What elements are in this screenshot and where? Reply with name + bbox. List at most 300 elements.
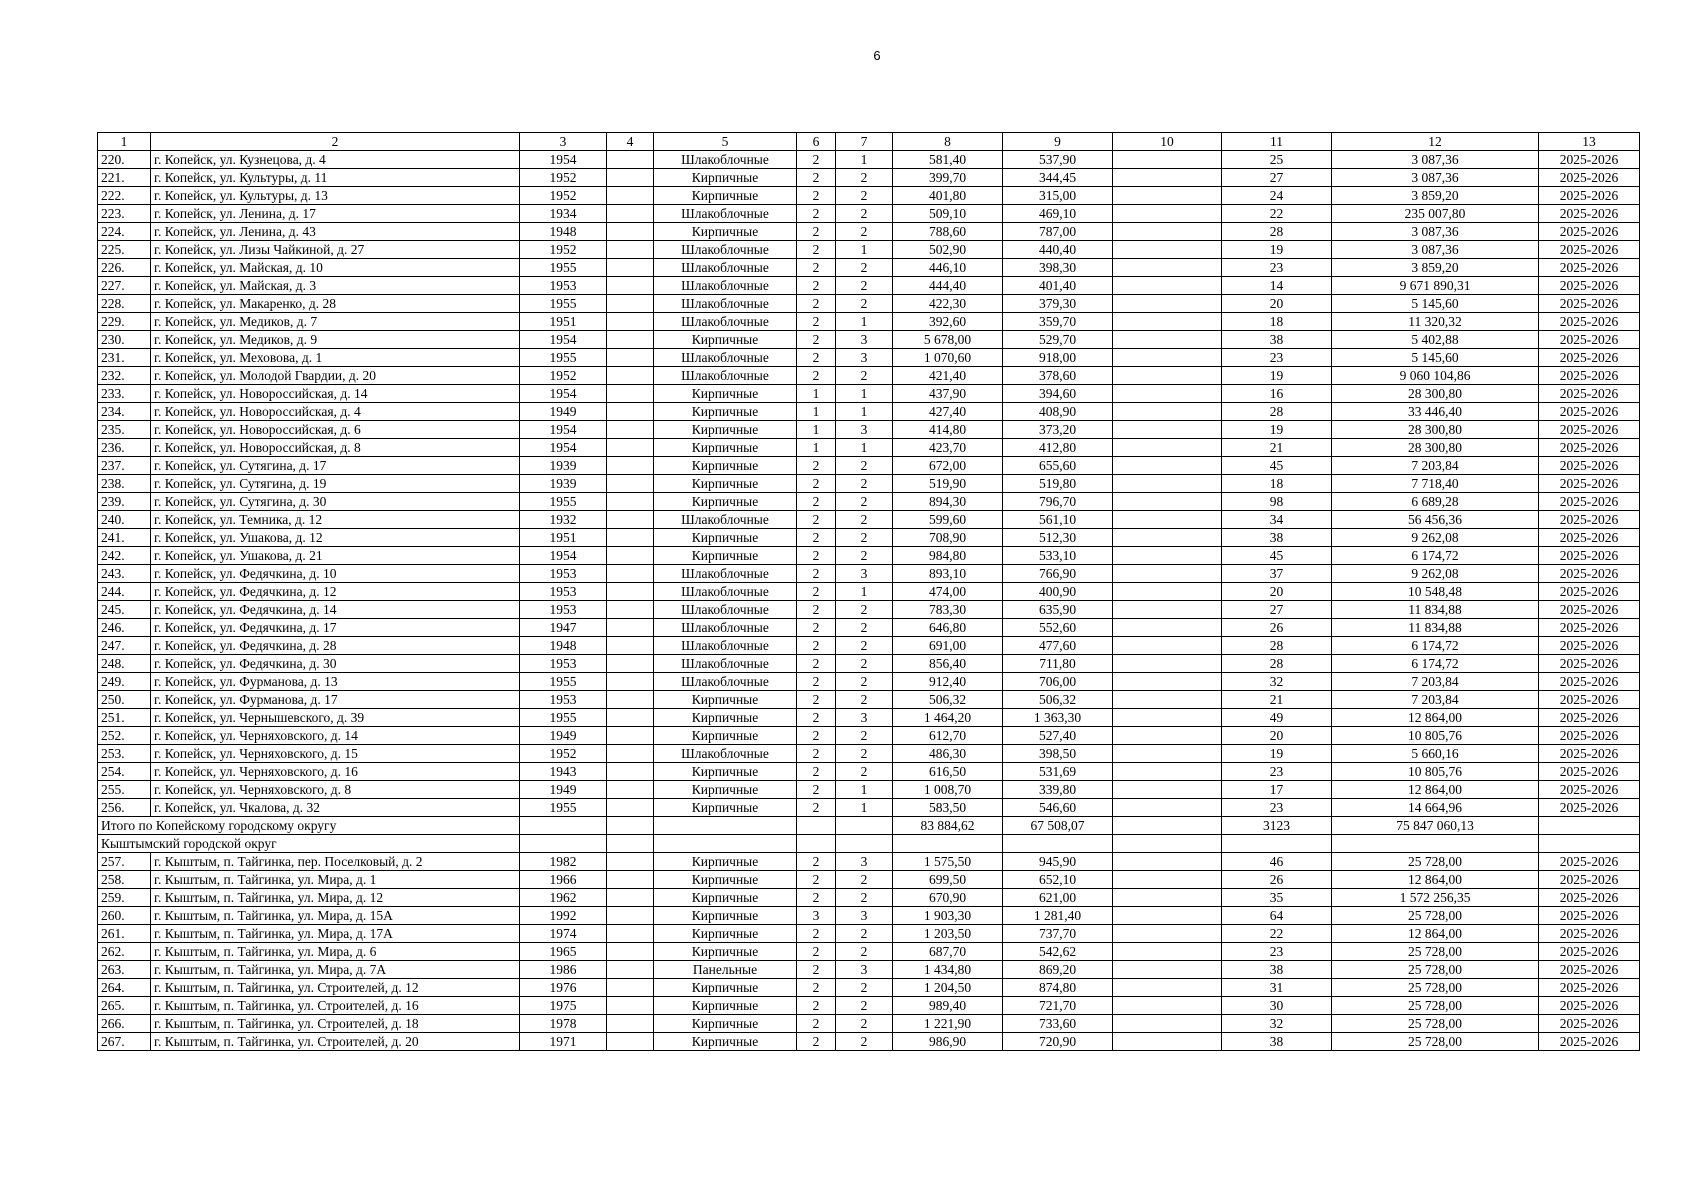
cell-col-4 — [607, 349, 654, 367]
cell-entrances: 2 — [836, 655, 893, 673]
cell-year-built: 1955 — [520, 259, 607, 277]
cell-residents: 26 — [1222, 619, 1332, 637]
cell-year-built: 1939 — [520, 475, 607, 493]
cell-wall-material: Шлакоблочные — [654, 313, 797, 331]
cell-col-10 — [1113, 1015, 1222, 1033]
cell-cost: 5 145,60 — [1332, 295, 1539, 313]
cell-floors: 2 — [797, 1015, 836, 1033]
cell-entrances: 2 — [836, 673, 893, 691]
cell-living-area: 378,60 — [1003, 367, 1113, 385]
cell-col-10 — [1113, 961, 1222, 979]
total-area-sum: 83 884,62 — [893, 817, 1003, 835]
cell-address: г. Кыштым, п. Тайгинка, ул. Строителей, д. 12 — [151, 979, 520, 997]
cell-row-number: 228. — [98, 295, 151, 313]
cell-period: 2025-2026 — [1539, 601, 1640, 619]
cell-cost: 12 864,00 — [1332, 925, 1539, 943]
total-row — [98, 817, 1640, 835]
cell-living-area: 787,00 — [1003, 223, 1113, 241]
header-row — [98, 133, 1640, 151]
cell-address: г. Кыштым, п. Тайгинка, ул. Строителей, д. 16 — [151, 997, 520, 1015]
cell-wall-material: Кирпичные — [654, 907, 797, 925]
empty-cell — [520, 817, 607, 835]
cell-wall-material: Кирпичные — [654, 331, 797, 349]
cell-year-built: 1953 — [520, 655, 607, 673]
cell-year-built: 1953 — [520, 277, 607, 295]
cell-floors: 2 — [797, 529, 836, 547]
table-row — [98, 313, 1640, 331]
table-row — [98, 943, 1640, 961]
cell-entrances: 1 — [836, 583, 893, 601]
cell-year-built: 1949 — [520, 781, 607, 799]
table-row — [98, 439, 1640, 457]
cell-address: г. Копейск, ул. Майская, д. 3 — [151, 277, 520, 295]
cell-col-10 — [1113, 385, 1222, 403]
cell-period: 2025-2026 — [1539, 889, 1640, 907]
cell-row-number: 264. — [98, 979, 151, 997]
section-row — [98, 835, 1640, 853]
cell-col-10 — [1113, 691, 1222, 709]
cell-floors: 2 — [797, 781, 836, 799]
empty-cell — [654, 835, 797, 853]
cell-address: г. Кыштым, п. Тайгинка, ул. Мира, д. 6 — [151, 943, 520, 961]
cell-residents: 35 — [1222, 889, 1332, 907]
cell-total-area: 427,40 — [893, 403, 1003, 421]
cell-address: г. Копейск, ул. Федячкина, д. 10 — [151, 565, 520, 583]
cell-address: г. Копейск, ул. Ленина, д. 17 — [151, 205, 520, 223]
cell-row-number: 241. — [98, 529, 151, 547]
cell-row-number: 246. — [98, 619, 151, 637]
cell-col-10 — [1113, 403, 1222, 421]
cell-col-10 — [1113, 457, 1222, 475]
cell-year-built: 1953 — [520, 583, 607, 601]
cell-living-area: 537,90 — [1003, 151, 1113, 169]
cell-residents: 17 — [1222, 781, 1332, 799]
cell-wall-material: Шлакоблочные — [654, 673, 797, 691]
cell-total-area: 1 464,20 — [893, 709, 1003, 727]
cell-address: г. Копейск, ул. Новороссийская, д. 8 — [151, 439, 520, 457]
cell-cost: 11 320,32 — [1332, 313, 1539, 331]
cell-address: г. Кыштым, п. Тайгинка, ул. Мира, д. 17А — [151, 925, 520, 943]
cell-total-area: 1 203,50 — [893, 925, 1003, 943]
cell-floors: 2 — [797, 475, 836, 493]
cell-residents: 30 — [1222, 997, 1332, 1015]
cell-col-4 — [607, 547, 654, 565]
cell-period: 2025-2026 — [1539, 565, 1640, 583]
cell-row-number: 247. — [98, 637, 151, 655]
cell-entrances: 2 — [836, 997, 893, 1015]
cell-col-10 — [1113, 889, 1222, 907]
cell-entrances: 1 — [836, 781, 893, 799]
cell-address: г. Копейск, ул. Медиков, д. 9 — [151, 331, 520, 349]
cell-floors: 2 — [797, 511, 836, 529]
table-row — [98, 529, 1640, 547]
cell-col-10 — [1113, 439, 1222, 457]
cell-residents: 98 — [1222, 493, 1332, 511]
cell-living-area: 506,32 — [1003, 691, 1113, 709]
cell-living-area: 315,00 — [1003, 187, 1113, 205]
cell-total-area: 423,70 — [893, 439, 1003, 457]
cell-col-10 — [1113, 979, 1222, 997]
cell-wall-material: Панельные — [654, 961, 797, 979]
cell-year-built: 1948 — [520, 223, 607, 241]
total-label: Итого по Копейскому городскому округу — [98, 817, 520, 835]
cell-col-10 — [1113, 943, 1222, 961]
cell-col-10 — [1113, 925, 1222, 943]
cell-wall-material: Кирпичные — [654, 385, 797, 403]
cell-living-area: 918,00 — [1003, 349, 1113, 367]
cell-row-number: 258. — [98, 871, 151, 889]
cell-address: г. Копейск, ул. Темника, д. 12 — [151, 511, 520, 529]
table-row — [98, 259, 1640, 277]
cell-row-number: 221. — [98, 169, 151, 187]
cell-wall-material: Шлакоблочные — [654, 583, 797, 601]
cell-wall-material: Кирпичные — [654, 403, 797, 421]
cell-cost: 25 728,00 — [1332, 853, 1539, 871]
cell-period: 2025-2026 — [1539, 547, 1640, 565]
cell-total-area: 506,32 — [893, 691, 1003, 709]
cell-col-10 — [1113, 547, 1222, 565]
cell-period: 2025-2026 — [1539, 799, 1640, 817]
cell-row-number: 222. — [98, 187, 151, 205]
column-number-header: 1 — [98, 133, 151, 151]
cell-col-10 — [1113, 871, 1222, 889]
cell-col-10 — [1113, 187, 1222, 205]
cell-cost: 14 664,96 — [1332, 799, 1539, 817]
cell-row-number: 245. — [98, 601, 151, 619]
cell-address: г. Копейск, ул. Федячкина, д. 14 — [151, 601, 520, 619]
cell-col-10 — [1113, 511, 1222, 529]
cell-floors: 3 — [797, 907, 836, 925]
cell-address: г. Копейск, ул. Медиков, д. 7 — [151, 313, 520, 331]
cell-entrances: 1 — [836, 241, 893, 259]
cell-col-10 — [1113, 637, 1222, 655]
cell-period: 2025-2026 — [1539, 997, 1640, 1015]
cell-row-number: 223. — [98, 205, 151, 223]
cell-address: г. Копейск, ул. Федячкина, д. 12 — [151, 583, 520, 601]
table-row — [98, 763, 1640, 781]
empty-cell — [836, 835, 893, 853]
cell-cost: 28 300,80 — [1332, 439, 1539, 457]
cell-col-4 — [607, 727, 654, 745]
cell-living-area: 1 363,30 — [1003, 709, 1113, 727]
cell-year-built: 1954 — [520, 385, 607, 403]
cell-entrances: 2 — [836, 925, 893, 943]
cell-total-area: 1 204,50 — [893, 979, 1003, 997]
cell-residents: 20 — [1222, 295, 1332, 313]
cell-period: 2025-2026 — [1539, 655, 1640, 673]
table-row — [98, 691, 1640, 709]
cell-cost: 25 728,00 — [1332, 997, 1539, 1015]
table-row — [98, 493, 1640, 511]
cell-cost: 235 007,80 — [1332, 205, 1539, 223]
cell-col-10 — [1113, 763, 1222, 781]
cell-year-built: 1966 — [520, 871, 607, 889]
cell-residents: 19 — [1222, 241, 1332, 259]
cell-address: г. Копейск, ул. Черняховского, д. 8 — [151, 781, 520, 799]
cell-cost: 12 864,00 — [1332, 709, 1539, 727]
cell-col-4 — [607, 421, 654, 439]
cell-col-4 — [607, 799, 654, 817]
cell-col-4 — [607, 241, 654, 259]
cell-col-4 — [607, 565, 654, 583]
cell-total-area: 444,40 — [893, 277, 1003, 295]
cell-period: 2025-2026 — [1539, 1033, 1640, 1051]
cell-col-4 — [607, 745, 654, 763]
cell-wall-material: Кирпичные — [654, 1015, 797, 1033]
cell-floors: 1 — [797, 385, 836, 403]
cell-living-area: 519,80 — [1003, 475, 1113, 493]
cell-year-built: 1971 — [520, 1033, 607, 1051]
cell-living-area: 529,70 — [1003, 331, 1113, 349]
table-row — [98, 295, 1640, 313]
column-number-header: 7 — [836, 133, 893, 151]
cell-year-built: 1978 — [520, 1015, 607, 1033]
cell-year-built: 1949 — [520, 403, 607, 421]
living-area-sum: 67 508,07 — [1003, 817, 1113, 835]
table-row — [98, 997, 1640, 1015]
cell-year-built: 1962 — [520, 889, 607, 907]
cell-wall-material: Кирпичные — [654, 799, 797, 817]
cell-col-10 — [1113, 493, 1222, 511]
cell-total-area: 519,90 — [893, 475, 1003, 493]
cell-entrances: 3 — [836, 709, 893, 727]
cell-entrances: 2 — [836, 979, 893, 997]
cell-living-area: 874,80 — [1003, 979, 1113, 997]
cell-cost: 10 548,48 — [1332, 583, 1539, 601]
cell-residents: 22 — [1222, 925, 1332, 943]
cell-year-built: 1953 — [520, 691, 607, 709]
cell-residents: 26 — [1222, 871, 1332, 889]
cell-year-built: 1975 — [520, 997, 607, 1015]
table-row — [98, 907, 1640, 925]
cell-col-4 — [607, 871, 654, 889]
table-row — [98, 151, 1640, 169]
table-row — [98, 727, 1640, 745]
cell-address: г. Копейск, ул. Майская, д. 10 — [151, 259, 520, 277]
table-row — [98, 367, 1640, 385]
cell-period: 2025-2026 — [1539, 871, 1640, 889]
cell-address: г. Копейск, ул. Черняховского, д. 14 — [151, 727, 520, 745]
cell-wall-material: Кирпичные — [654, 781, 797, 799]
cell-cost: 3 087,36 — [1332, 223, 1539, 241]
cell-address: г. Кыштым, п. Тайгинка, пер. Поселковый, д. 2 — [151, 853, 520, 871]
cell-col-10 — [1113, 1033, 1222, 1051]
cell-year-built: 1954 — [520, 421, 607, 439]
cell-address: г. Копейск, ул. Ленина, д. 43 — [151, 223, 520, 241]
cell-floors: 2 — [797, 565, 836, 583]
cell-residents: 18 — [1222, 313, 1332, 331]
cell-wall-material: Кирпичные — [654, 709, 797, 727]
cell-row-number: 253. — [98, 745, 151, 763]
cell-period: 2025-2026 — [1539, 385, 1640, 403]
cell-row-number: 244. — [98, 583, 151, 601]
cell-total-area: 984,80 — [893, 547, 1003, 565]
cell-entrances: 2 — [836, 259, 893, 277]
cell-wall-material: Кирпичные — [654, 727, 797, 745]
cell-row-number: 233. — [98, 385, 151, 403]
cell-col-10 — [1113, 151, 1222, 169]
cell-living-area: 344,45 — [1003, 169, 1113, 187]
cell-row-number: 256. — [98, 799, 151, 817]
cell-living-area: 733,60 — [1003, 1015, 1113, 1033]
cell-floors: 2 — [797, 727, 836, 745]
cell-col-4 — [607, 673, 654, 691]
cell-floors: 2 — [797, 1033, 836, 1051]
cell-floors: 2 — [797, 583, 836, 601]
cell-living-area: 869,20 — [1003, 961, 1113, 979]
cell-col-4 — [607, 493, 654, 511]
cell-wall-material: Кирпичные — [654, 529, 797, 547]
cell-wall-material: Кирпичные — [654, 925, 797, 943]
cell-entrances: 2 — [836, 277, 893, 295]
cell-row-number: 227. — [98, 277, 151, 295]
column-number-header: 12 — [1332, 133, 1539, 151]
cell-wall-material: Кирпичные — [654, 691, 797, 709]
cell-total-area: 474,00 — [893, 583, 1003, 601]
cell-residents: 19 — [1222, 745, 1332, 763]
cell-col-10 — [1113, 601, 1222, 619]
empty-cell — [797, 817, 836, 835]
cell-col-10 — [1113, 349, 1222, 367]
cell-floors: 2 — [797, 187, 836, 205]
cell-total-area: 687,70 — [893, 943, 1003, 961]
table-row — [98, 385, 1640, 403]
page-number: 6 — [873, 48, 881, 63]
cell-cost: 10 805,76 — [1332, 727, 1539, 745]
cell-cost: 11 834,88 — [1332, 601, 1539, 619]
cell-residents: 32 — [1222, 1015, 1332, 1033]
cell-year-built: 1952 — [520, 367, 607, 385]
cell-total-area: 986,90 — [893, 1033, 1003, 1051]
cell-residents: 23 — [1222, 349, 1332, 367]
empty-cell — [1003, 835, 1113, 853]
cell-row-number: 240. — [98, 511, 151, 529]
cell-entrances: 3 — [836, 421, 893, 439]
cell-col-10 — [1113, 475, 1222, 493]
cell-cost: 5 402,88 — [1332, 331, 1539, 349]
cell-total-area: 699,50 — [893, 871, 1003, 889]
cell-row-number: 254. — [98, 763, 151, 781]
empty-cell — [520, 835, 607, 853]
cell-entrances: 1 — [836, 403, 893, 421]
cell-year-built: 1949 — [520, 727, 607, 745]
cell-col-10 — [1113, 367, 1222, 385]
cell-residents: 20 — [1222, 727, 1332, 745]
cell-residents: 49 — [1222, 709, 1332, 727]
cell-period: 2025-2026 — [1539, 151, 1640, 169]
column-number-header: 10 — [1113, 133, 1222, 151]
cell-residents: 19 — [1222, 421, 1332, 439]
cell-cost: 3 859,20 — [1332, 187, 1539, 205]
cell-total-area: 1 070,60 — [893, 349, 1003, 367]
table-row — [98, 925, 1640, 943]
cell-wall-material: Шлакоблочные — [654, 349, 797, 367]
empty-cell — [1222, 835, 1332, 853]
cell-entrances: 2 — [836, 493, 893, 511]
cell-row-number: 259. — [98, 889, 151, 907]
section-title: Кыштымский городской округ — [98, 835, 520, 853]
table-row — [98, 637, 1640, 655]
cell-cost: 7 203,84 — [1332, 457, 1539, 475]
cell-col-4 — [607, 781, 654, 799]
cell-col-4 — [607, 277, 654, 295]
cell-cost: 25 728,00 — [1332, 907, 1539, 925]
table-row — [98, 583, 1640, 601]
cell-floors: 2 — [797, 673, 836, 691]
cell-total-area: 486,30 — [893, 745, 1003, 763]
cell-cost: 33 446,40 — [1332, 403, 1539, 421]
cell-entrances: 2 — [836, 295, 893, 313]
cell-total-area: 1 008,70 — [893, 781, 1003, 799]
cell-wall-material: Кирпичные — [654, 421, 797, 439]
cell-wall-material: Шлакоблочные — [654, 511, 797, 529]
cell-floors: 2 — [797, 799, 836, 817]
cell-period: 2025-2026 — [1539, 637, 1640, 655]
cell-col-10 — [1113, 727, 1222, 745]
cell-year-built: 1955 — [520, 709, 607, 727]
cell-cost: 28 300,80 — [1332, 421, 1539, 439]
table-row — [98, 403, 1640, 421]
cell-year-built: 1951 — [520, 529, 607, 547]
cell-year-built: 1955 — [520, 349, 607, 367]
table-row — [98, 511, 1640, 529]
cell-residents: 21 — [1222, 439, 1332, 457]
cell-year-built: 1948 — [520, 637, 607, 655]
cell-entrances: 2 — [836, 763, 893, 781]
cell-living-area: 561,10 — [1003, 511, 1113, 529]
cell-row-number: 239. — [98, 493, 151, 511]
cell-col-4 — [607, 655, 654, 673]
table-row — [98, 565, 1640, 583]
cell-address: г. Копейск, ул. Черняховского, д. 15 — [151, 745, 520, 763]
cell-living-area: 711,80 — [1003, 655, 1113, 673]
cell-wall-material: Шлакоблочные — [654, 241, 797, 259]
table-row — [98, 853, 1640, 871]
cell-living-area: 359,70 — [1003, 313, 1113, 331]
cell-living-area: 379,30 — [1003, 295, 1113, 313]
cell-col-4 — [607, 295, 654, 313]
cell-residents: 22 — [1222, 205, 1332, 223]
table-row — [98, 223, 1640, 241]
cell-year-built: 1943 — [520, 763, 607, 781]
cell-col-4 — [607, 205, 654, 223]
cell-row-number: 261. — [98, 925, 151, 943]
cell-wall-material: Кирпичные — [654, 223, 797, 241]
cell-floors: 2 — [797, 601, 836, 619]
cell-living-area: 652,10 — [1003, 871, 1113, 889]
cell-col-4 — [607, 961, 654, 979]
cell-total-area: 1 221,90 — [893, 1015, 1003, 1033]
column-number-header: 9 — [1003, 133, 1113, 151]
cell-address: г. Копейск, ул. Ушакова, д. 12 — [151, 529, 520, 547]
cell-address: г. Кыштым, п. Тайгинка, ул. Мира, д. 15А — [151, 907, 520, 925]
cell-col-4 — [607, 637, 654, 655]
cell-total-area: 616,50 — [893, 763, 1003, 781]
cell-living-area: 621,00 — [1003, 889, 1113, 907]
cell-cost: 28 300,80 — [1332, 385, 1539, 403]
cell-period: 2025-2026 — [1539, 439, 1640, 457]
table-row — [98, 619, 1640, 637]
cell-col-10 — [1113, 565, 1222, 583]
cell-row-number: 243. — [98, 565, 151, 583]
cell-col-4 — [607, 943, 654, 961]
table-row — [98, 187, 1640, 205]
table-row — [98, 1015, 1640, 1033]
cell-wall-material: Кирпичные — [654, 493, 797, 511]
cell-cost: 25 728,00 — [1332, 961, 1539, 979]
cell-year-built: 1952 — [520, 241, 607, 259]
cell-col-10 — [1113, 295, 1222, 313]
